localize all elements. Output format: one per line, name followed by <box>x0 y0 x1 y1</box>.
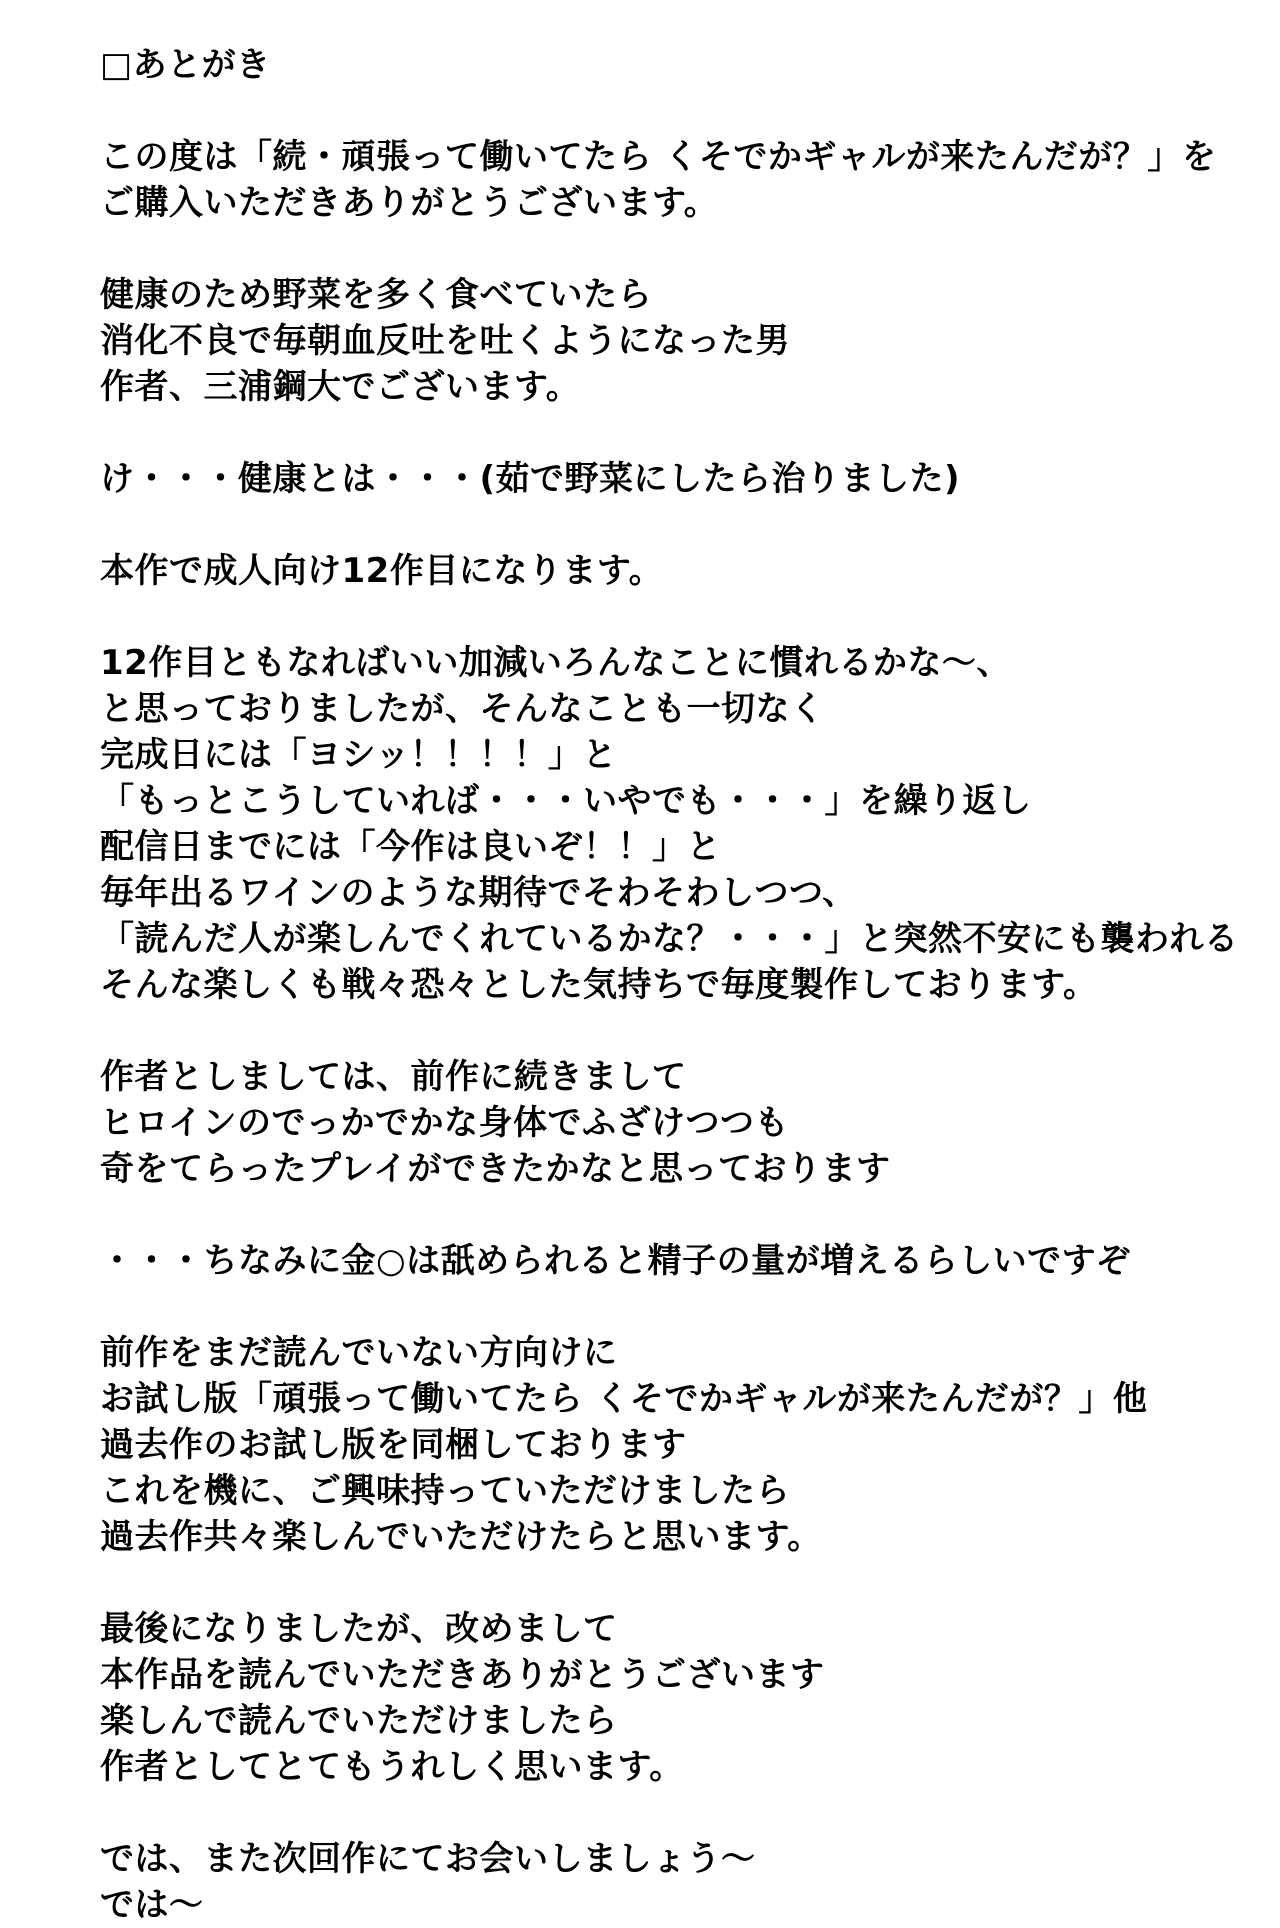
afterword-heading: □あとがき <box>100 45 271 85</box>
text-line: 配信日までには「今作は良いぞ！！」と <box>100 827 721 867</box>
text-line: では～ <box>100 1885 204 1925</box>
text-line: 作者としてとてもうれしく思います。 <box>100 1747 684 1787</box>
text-line: 12作目ともなればいい加減いろんなことに慣れるかな～、 <box>100 643 1011 683</box>
paragraph-gap <box>100 594 1260 640</box>
text-line: け・・・健康とは・・・(茹で野菜にしたら治りました) <box>100 459 961 499</box>
text-line: 毎年出るワインのような期待でそわそわしつつ、 <box>100 873 857 913</box>
paragraph-gap <box>100 88 1260 134</box>
paragraph-gap <box>100 1008 1260 1054</box>
text-line: 「もっとこうしていれば・・・いやでも・・・」を繰り返し <box>100 781 1032 821</box>
paragraph-gap <box>100 502 1260 548</box>
text-line: 消化不良で毎朝血反吐を吐くようになった男 <box>100 321 790 361</box>
text-line: これを機に、ご興味持っていただけましたら <box>100 1471 790 1511</box>
paragraph-7 <box>100 1238 1260 1284</box>
paragraph-10 <box>100 1836 1260 1928</box>
paragraph-gap <box>100 226 1260 272</box>
text-line: と思っておりましたが、そんなことも一切なく <box>100 689 825 729</box>
text-line: では、また次回作にてお会いしましょう～ <box>100 1839 756 1879</box>
text-line: そんな楽しくも戦々恐々とした気持ちで毎度製作しております。 <box>100 965 1098 1005</box>
text-line: 過去作のお試し版を同梱しております <box>100 1425 687 1465</box>
text-line: 「読んだ人が楽しんでくれているかな？・・・」と突然不安にも襲われる <box>100 919 1239 959</box>
paragraph-3 <box>100 456 1260 502</box>
paragraph-gap <box>100 1284 1260 1330</box>
paragraph-4 <box>100 548 1260 594</box>
paragraph-gap <box>100 410 1260 456</box>
paragraph-5 <box>100 640 1260 1008</box>
paragraph-6 <box>100 1054 1260 1192</box>
text-line: 本作で成人向け12作目になります。 <box>100 551 664 591</box>
text-line: ・・・ちなみに金○は舐められると精子の量が増えるらしいですぞ <box>100 1241 1131 1281</box>
paragraph-gap <box>100 1192 1260 1238</box>
text-line: 作者としましては、前作に続きまして <box>100 1057 687 1097</box>
text-line: 健康のため野菜を多く食べていたら <box>100 275 652 315</box>
paragraph-9 <box>100 1606 1260 1790</box>
paragraph-2 <box>100 272 1260 410</box>
text-line: ご購入いただきありがとうございます。 <box>100 183 719 223</box>
text-line: 本作品を読んでいただきありがとうございます <box>100 1655 825 1695</box>
text-line: 最後になりましたが、改めまして <box>100 1609 618 1649</box>
text-line: 前作をまだ読んでいない方向けに <box>100 1333 618 1373</box>
text-line: お試し版「頑張って働いてたら くそでかギャルが来たんだが？」他 <box>100 1379 1148 1419</box>
text-line: 作者、三浦鋼大でございます。 <box>100 367 581 407</box>
paragraph-gap <box>100 1790 1260 1836</box>
paragraph-gap <box>100 1560 1260 1606</box>
text-line: 完成日には「ヨシッ！！！！」と <box>100 735 617 775</box>
text-line: 奇をてらったプレイができたかなと思っております <box>100 1149 891 1189</box>
text-line: ヒロインのでっかでかな身体でふざけつつも <box>100 1103 789 1143</box>
text-line: 過去作共々楽しんでいただけたらと思います。 <box>100 1517 822 1557</box>
text-line: 楽しんで読んでいただけましたら <box>100 1701 618 1741</box>
afterword-text <box>100 42 1260 1928</box>
paragraph-1 <box>100 134 1260 226</box>
text-line: この度は「続・頑張って働いてたら くそでかギャルが来たんだが？」を <box>100 137 1217 177</box>
paragraph-8 <box>100 1330 1260 1560</box>
